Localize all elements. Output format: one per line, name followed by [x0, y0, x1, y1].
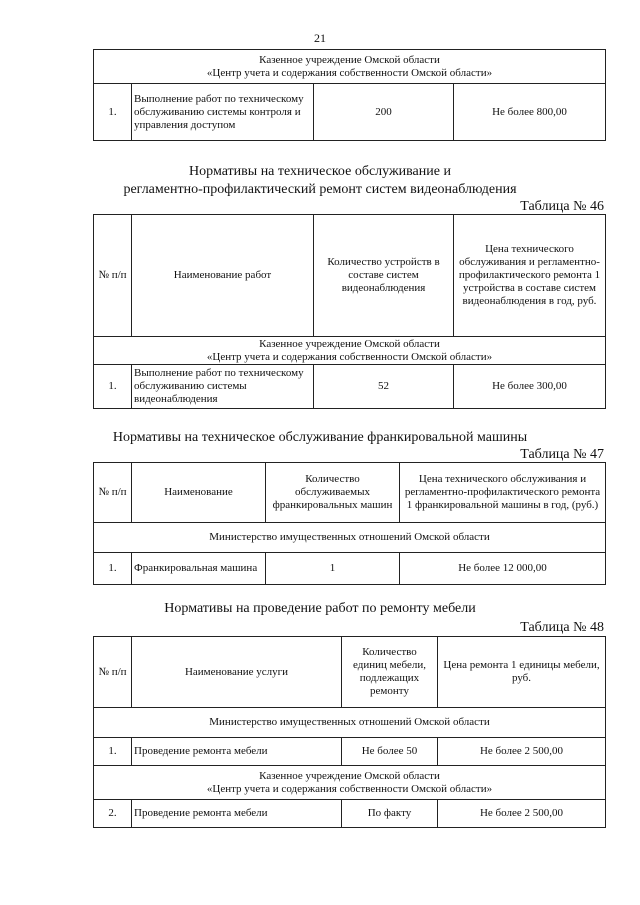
work-name: Выполнение работ по техническому обслуживанию системы видеонаблюдения	[132, 365, 314, 409]
price-cell: Не более 12 000,00	[400, 553, 606, 585]
row-number: 2.	[94, 800, 132, 828]
header-number: № п/п	[94, 463, 132, 523]
section-title: регламентно-профилактический ремонт систем видеонаблюдения	[123, 182, 517, 197]
header-number: № п/п	[94, 215, 132, 337]
table-section-row	[94, 708, 606, 738]
section-header	[94, 337, 606, 365]
header-quantity: Количество обслуживаемых франкировальных машин	[266, 463, 400, 523]
table-header-row	[94, 637, 606, 708]
price-cell: Не более 2 500,00	[438, 800, 606, 828]
header-price: Цена технического обслуживания и регламентно-профилактического ремонта 1 устройства в составе систем видеонаблюдения в год, руб.	[454, 215, 606, 337]
table-46	[93, 214, 606, 409]
table-45-continuation	[93, 49, 606, 141]
table-section-row	[94, 766, 606, 800]
org-name-line: Казенное учреждение Омской области	[259, 53, 440, 66]
quantity-cell: 200	[314, 84, 454, 141]
price-cell: Не более 800,00	[454, 84, 606, 141]
quantity-cell: 1	[266, 553, 400, 585]
org-name-line: Казенное учреждение Омской области	[259, 337, 440, 350]
header-name: Наименование	[132, 463, 266, 523]
table-section-row	[94, 50, 606, 84]
table-row	[94, 800, 606, 828]
quantity-cell: По факту	[342, 800, 438, 828]
work-name: Франкировальная машина	[132, 553, 266, 585]
page-number: 21	[314, 31, 326, 45]
work-name: Выполнение работ по техническому обслуживанию системы контроля и управления доступом	[132, 84, 314, 141]
table-header-row	[94, 215, 606, 337]
table-row	[94, 553, 606, 585]
row-number: 1.	[94, 84, 132, 141]
section-header: Министерство имущественных отношений Омской области	[94, 523, 606, 553]
section-title: Нормативы на техническое обслуживание и	[189, 164, 451, 179]
table-row	[94, 84, 606, 141]
row-number: 1.	[94, 365, 132, 409]
price-cell: Не более 2 500,00	[438, 738, 606, 766]
table-number: Таблица № 47	[520, 447, 604, 462]
row-number: 1.	[94, 738, 132, 766]
header-number: № п/п	[94, 637, 132, 708]
table-48	[93, 636, 606, 828]
price-cell: Не более 300,00	[454, 365, 606, 409]
org-name-line: «Центр учета и содержания собственности Омской области»	[206, 350, 493, 363]
table-header-row	[94, 463, 606, 523]
org-name-line: «Центр учета и содержания собственности Омской области»	[206, 66, 493, 79]
section-header: Министерство имущественных отношений Омской области	[94, 708, 606, 738]
row-number: 1.	[94, 553, 132, 585]
table-number: Таблица № 46	[520, 199, 604, 214]
header-price: Цена технического обслуживания и регламентно-профилактического ремонта 1 франкировальной машины в год, (руб.)	[400, 463, 606, 523]
quantity-cell: 52	[314, 365, 454, 409]
work-name: Проведение ремонта мебели	[132, 738, 342, 766]
section-title: Нормативы на проведение работ по ремонту мебели	[164, 601, 476, 616]
table-row	[94, 738, 606, 766]
header-name: Наименование услуги	[132, 637, 342, 708]
table-number: Таблица № 48	[520, 620, 604, 635]
table-47	[93, 462, 606, 585]
header-quantity: Количество устройств в составе систем видеонаблюдения	[314, 215, 454, 337]
section-header	[94, 766, 606, 800]
quantity-cell: Не более 50	[342, 738, 438, 766]
header-name: Наименование работ	[132, 215, 314, 337]
work-name: Проведение ремонта мебели	[132, 800, 342, 828]
header-quantity: Количество единиц мебели, подлежащих ремонту	[342, 637, 438, 708]
section-title: Нормативы на техническое обслуживание франкировальной машины	[112, 430, 528, 445]
table-section-row	[94, 523, 606, 553]
header-price: Цена ремонта 1 единицы мебели, руб.	[438, 637, 606, 708]
org-name-line: Казенное учреждение Омской области	[259, 769, 440, 782]
section-header	[94, 50, 606, 84]
table-row	[94, 365, 606, 409]
table-section-row	[94, 337, 606, 365]
org-name-line: «Центр учета и содержания собственности Омской области»	[206, 782, 493, 795]
